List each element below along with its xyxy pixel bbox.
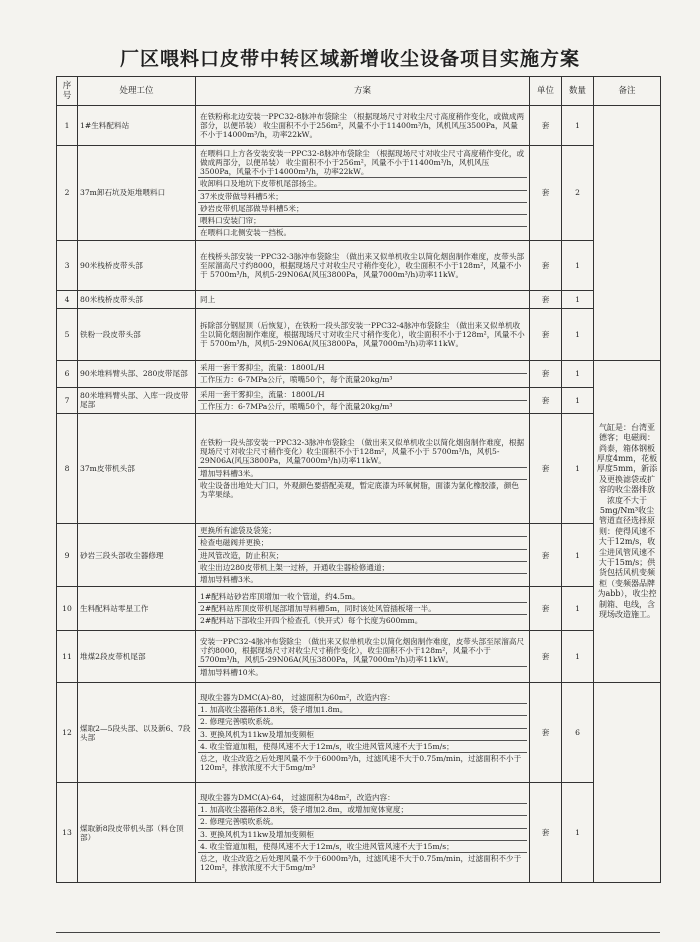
remark-cell-top bbox=[594, 106, 661, 361]
row-seq: 11 bbox=[57, 631, 78, 683]
row-unit: 套 bbox=[530, 241, 562, 291]
row-seq: 2 bbox=[57, 146, 78, 241]
row-location: 煤取2—5段头部、以及新6、7段头部 bbox=[78, 683, 196, 783]
row-location: 80米堆料臂头部、入库一段皮带尾部 bbox=[78, 387, 196, 414]
row-plan bbox=[196, 361, 530, 388]
table-row bbox=[57, 241, 661, 291]
row-plan bbox=[196, 106, 530, 146]
row-qty: 1 bbox=[562, 309, 594, 361]
row-unit: 套 bbox=[530, 524, 562, 587]
table-row bbox=[57, 309, 661, 361]
row-plan bbox=[196, 387, 530, 414]
row-plan bbox=[196, 631, 530, 683]
table-row bbox=[57, 146, 661, 241]
row-qty: 1 bbox=[562, 361, 594, 388]
plan-line: 总之，收尘改造之后处理风量不少于6000m³/h，过滤风速不大于0.75m/min，过滤面积不小于120m²，排放浓度不大于5mg/m³ bbox=[200, 754, 522, 773]
plan-line: 1. 加高收尘器箱体1.8米，袋子增加1.8m。 bbox=[198, 704, 527, 716]
row-unit: 套 bbox=[530, 387, 562, 414]
table-row bbox=[57, 524, 661, 587]
table-row bbox=[57, 783, 661, 883]
row-unit: 套 bbox=[530, 631, 562, 683]
row-seq: 8 bbox=[57, 414, 78, 524]
plan-line: 2. 修理完善喷吹系统。 bbox=[198, 816, 527, 828]
row-seq: 7 bbox=[57, 387, 78, 414]
plan-line: 在栈桥头部安装一PPC32-3脉冲布袋除尘 （做出来又似单机收尘以简化烟囱制作难度，皮带头部至尿溜高尺寸约8000，根据现场尺寸对收尘尺寸稍作变化），收尘面积不小于128m²，风量不小于 5700m³/h，风机5-29N06A(风压3800Pa，风量7000m³/h)功率11kW。 bbox=[200, 251, 525, 280]
row-seq: 4 bbox=[57, 291, 78, 309]
plan-line: 37米皮带做导料槽5米； bbox=[198, 191, 527, 203]
header-location: 处理工位 bbox=[78, 77, 196, 106]
row-location: 铁粉一段皮带头部 bbox=[78, 309, 196, 361]
row-plan bbox=[196, 524, 530, 587]
row-plan bbox=[196, 241, 530, 291]
row-plan bbox=[196, 291, 530, 309]
row-qty: 1 bbox=[562, 291, 594, 309]
row-seq: 1 bbox=[57, 106, 78, 146]
table-header-row bbox=[57, 77, 661, 106]
row-qty: 1 bbox=[562, 241, 594, 291]
remark-cell-bottom bbox=[594, 683, 661, 883]
row-location: 37m卸石坑及矩堆喂料口 bbox=[78, 146, 196, 241]
plan-line: 现收尘器为DMC(A)-80， 过滤面积为60m²，改造内容： bbox=[198, 692, 527, 704]
plan-line: 在铁粉称北边安装一PPC32-8脉冲布袋除尘 （根据现场尺寸对收尘尺寸高度稍作变化，或做成两部分，以便吊装） 收尘面积不小于256m²，风量不小于11400m³/h，风机风压3500Pa，风量不小于14000m³/h，功率22kW。 bbox=[200, 111, 525, 140]
plan-line: 安装一PPC32-4脉冲布袋除尘 （做出来又似单机收尘以简化烟囱制作难度，皮带头部至尿溜高尺寸约8000，根据现场尺寸对收尘尺寸稍作变化），收尘面积不小于128m²，风量不小于 5700m³/h，风机5-29N06A(风压3800Pa，风量7000m³/h)功率11kW。 bbox=[198, 636, 527, 667]
row-unit: 套 bbox=[530, 361, 562, 388]
row-unit: 套 bbox=[530, 146, 562, 241]
plan-line: 拆除部分钢屋顶（后恢复），在铁粉一段头部安装一PPC32-4脉冲布袋除尘 （做出来又似单机收尘以简化烟囱制作难度，根据现场尺寸对收尘尺寸稍作变化），收尘面积不小于128m²，风量不小于 5700m³/h，风机5-29N06A(风压3800Pa，风量7000m³/h)功率11kW。 bbox=[200, 320, 525, 349]
plan-line: 收尘设备出地处大门口，外观颜色要搭配美观，暂定底漆为环氧树脂，面漆为氯化橡胶漆，颜色为苹果绿。 bbox=[200, 480, 519, 499]
plan-line: 采用一套干雾抑尘，流量：1800L/H bbox=[198, 389, 527, 401]
row-seq: 5 bbox=[57, 309, 78, 361]
row-qty: 1 bbox=[562, 783, 594, 883]
table-row bbox=[57, 631, 661, 683]
row-qty: 2 bbox=[562, 146, 594, 241]
plan-line: 同上 bbox=[200, 294, 216, 304]
row-location: 80米栈桥皮带头部 bbox=[78, 291, 196, 309]
row-plan bbox=[196, 783, 530, 883]
header-remark: 备注 bbox=[594, 77, 661, 106]
plan-line: 砂岩皮带机尾部做导料槽5米； bbox=[198, 203, 527, 215]
plan-line: 2#配料站下部收尘开四个检查孔（快开式）每个长度为600mm。 bbox=[200, 616, 423, 626]
plan-line: 增加导料槽3米。 bbox=[200, 575, 258, 584]
row-location: 1#生料配料站 bbox=[78, 106, 196, 146]
row-location: 堆煤2段皮带机尾部 bbox=[78, 631, 196, 683]
row-location: 煤取新8段皮带机头部（料仓顶部） bbox=[78, 783, 196, 883]
plan-line: 检查电磁阀并更换； bbox=[198, 537, 527, 549]
table-row bbox=[57, 683, 661, 783]
plan-line: 增加导料槽10米。 bbox=[200, 667, 263, 677]
row-location: 90米栈桥皮带头部 bbox=[78, 241, 196, 291]
plan-line: 总之，收尘改造之后处理风量不少于6000m³/h，过滤风速不大于0.75m/min，过滤面积不少于120m²，排放浓度不大于5mg/m³ bbox=[200, 854, 522, 873]
plan-line: 增加导料槽3米。 bbox=[198, 468, 527, 480]
row-seq: 12 bbox=[57, 683, 78, 783]
row-qty: 1 bbox=[562, 631, 594, 683]
plan-line: 收卸料口及地坑下皮带机尾部扬尘。 bbox=[198, 178, 527, 190]
implementation-plan-table bbox=[56, 76, 661, 883]
plan-line: 更换所有滤袋及袋笼； bbox=[198, 525, 527, 537]
row-location: 90米堆料臂头部、280皮带尾部 bbox=[78, 361, 196, 388]
row-qty: 6 bbox=[562, 683, 594, 783]
row-location: 37m皮带机头部 bbox=[78, 414, 196, 524]
row-plan bbox=[196, 414, 530, 524]
table-row bbox=[57, 106, 661, 146]
row-plan bbox=[196, 309, 530, 361]
table-row bbox=[57, 414, 661, 524]
header-qty: 数量 bbox=[562, 77, 594, 106]
plan-line: 1#配料站砂岩库顶增加一收个管道，约4.5m。 bbox=[198, 591, 527, 603]
row-unit: 套 bbox=[530, 291, 562, 309]
plan-line: 工作压力：6-7MPa公斤，喷嘴50个，每个流量20kg/m³ bbox=[200, 375, 393, 385]
plan-line: 4. 收尘管道加粗，使得风速不大于12m/s，收尘进风管风速不大于15m/s； bbox=[198, 741, 527, 753]
plan-line: 收尘出边280皮带机上架一过桥，开通收尘器检修通道； bbox=[198, 562, 527, 574]
plan-line: 喂料口安装门帘； bbox=[198, 215, 527, 227]
row-qty: 1 bbox=[562, 387, 594, 414]
row-qty: 1 bbox=[562, 414, 594, 524]
row-qty: 1 bbox=[562, 106, 594, 146]
table-row bbox=[57, 361, 661, 388]
plan-line: 2#配料站库顶皮带机尾部增加导料槽5m，同时该处风管插板堵一半。 bbox=[198, 603, 527, 615]
header-seq: 序号 bbox=[57, 77, 78, 106]
row-unit: 套 bbox=[530, 783, 562, 883]
footer-rule bbox=[56, 932, 660, 933]
row-unit: 套 bbox=[530, 683, 562, 783]
row-unit: 套 bbox=[530, 414, 562, 524]
header-plan: 方案 bbox=[196, 77, 530, 106]
row-seq: 6 bbox=[57, 361, 78, 388]
table-row bbox=[57, 387, 661, 414]
page-title: 厂区喂料口皮带中转区域新增收尘设备项目实施方案 bbox=[119, 48, 580, 70]
row-plan bbox=[196, 683, 530, 783]
table-row bbox=[57, 587, 661, 631]
row-seq: 10 bbox=[57, 587, 78, 631]
row-seq: 13 bbox=[57, 783, 78, 883]
plan-line: 进风管改造，防止积灰； bbox=[198, 550, 527, 562]
row-seq: 3 bbox=[57, 241, 78, 291]
header-unit: 单位 bbox=[530, 77, 562, 106]
plan-line: 工作压力：6-7MPa公斤，喷嘴50个，每个流量20kg/m³ bbox=[200, 401, 393, 411]
row-plan bbox=[196, 146, 530, 241]
plan-line: 1. 加高收尘器箱体2.8米，袋子增加2.8m，或增加宽体宽度； bbox=[198, 804, 527, 816]
table-row bbox=[57, 291, 661, 309]
row-location: 生料配料站零星工作 bbox=[78, 587, 196, 631]
plan-line: 在铁粉一段头部安装一PPC32-3脉冲布袋除尘 （做出来又似单机收尘以简化烟囱制作难度，根据现场尺寸对收尘尺寸稍作变化）收尘面积不小于128m²，风量不小于 5700m³/h，风机5-29N06A(风压3800Pa，风量7000m³/h)功率11kW。 bbox=[198, 437, 527, 468]
plan-line: 现收尘器为DMC(A)-64， 过滤面积为48m²，改造内容： bbox=[198, 792, 527, 804]
row-location: 砂岩三段头部收尘器修理 bbox=[78, 524, 196, 587]
row-qty: 1 bbox=[562, 524, 594, 587]
row-unit: 套 bbox=[530, 309, 562, 361]
plan-line: 4. 收尘管道加粗，使得风速不大于12m/s，收尘进风管风速不大于15m/s； bbox=[198, 841, 527, 853]
plan-line: 采用一套干雾抑尘，流量：1800L/H bbox=[198, 362, 527, 374]
plan-line: 在喂料口北侧安装一挡板。 bbox=[200, 228, 292, 238]
plan-line: 3. 更换风机为11kw及增加变频柜 bbox=[198, 729, 527, 741]
plan-line: 3. 更换风机为11kw及增加变频柜 bbox=[198, 829, 527, 841]
row-unit: 套 bbox=[530, 587, 562, 631]
row-seq: 9 bbox=[57, 524, 78, 587]
plan-line: 在喂料口上方各安装安装一PPC32-8脉冲布袋除尘 （根据现场尺寸对收尘尺寸高度稍作变化，或做成两部分，以便吊装） 收尘面积不小于256m²，风量不小于11400m³/h，风机风压3500Pa，风量不小于14000m³/h，功率22kW。 bbox=[198, 148, 527, 179]
remark-cell: 气缸是：台湾亚德客；电磁阀：尚泰，箱体钢板厚度4mm，花板厚度5mm，新添及更换滤袋或扩容的收尘器排放浓度不大于5mg/Nm³收尘管道直径选择原则：使得风速不大于12m/s，收尘进风管风速不大于15m/s；供货包括风机变频柜（变频器品牌为abb），收尘控制箱、电线，含现场改造施工。 bbox=[594, 361, 661, 683]
plan-line: 2. 修理完善喷吹系统。 bbox=[198, 716, 527, 728]
row-plan bbox=[196, 587, 530, 631]
row-unit: 套 bbox=[530, 106, 562, 146]
row-qty: 1 bbox=[562, 587, 594, 631]
